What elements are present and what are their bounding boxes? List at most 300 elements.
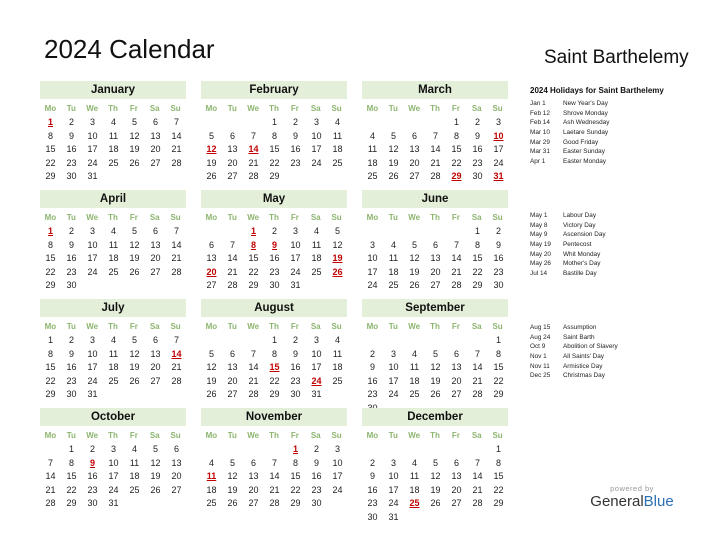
day-cell[interactable]: 5 [208, 130, 214, 141]
day-cell[interactable]: 4 [369, 130, 375, 141]
day-cell[interactable]: 3 [110, 444, 116, 454]
day-cell[interactable]: 15 [472, 253, 483, 263]
holiday-day-cell[interactable]: 24 [311, 375, 322, 386]
day-cell[interactable]: 13 [150, 130, 161, 141]
day-cell[interactable]: 21 [451, 266, 462, 277]
day-cell[interactable]: 6 [411, 130, 417, 141]
day-cell[interactable]: 2 [369, 348, 375, 359]
day-cell[interactable]: 4 [110, 226, 116, 236]
day-cell[interactable]: 22 [493, 375, 504, 386]
day-cell[interactable]: 10 [311, 348, 322, 359]
day-cell[interactable]: 20 [248, 484, 259, 495]
day-cell[interactable]: 28 [248, 389, 259, 399]
day-cell[interactable]: 4 [334, 117, 340, 127]
day-cell[interactable]: 20 [150, 362, 161, 372]
day-cell[interactable]: 21 [248, 375, 259, 386]
day-cell[interactable]: 25 [108, 266, 119, 277]
day-cell[interactable]: 25 [332, 157, 343, 168]
day-cell[interactable]: 18 [332, 144, 343, 154]
day-cell[interactable]: 2 [271, 226, 277, 236]
day-cell[interactable]: 26 [129, 375, 140, 386]
day-cell[interactable]: 19 [409, 266, 420, 277]
day-cell[interactable]: 16 [66, 362, 77, 372]
day-cell[interactable]: 17 [87, 362, 98, 372]
day-cell[interactable]: 22 [45, 157, 56, 168]
day-cell[interactable]: 13 [248, 471, 259, 481]
day-cell[interactable]: 1 [495, 335, 501, 345]
day-cell[interactable]: 19 [129, 362, 140, 372]
day-cell[interactable]: 18 [409, 375, 420, 386]
day-cell[interactable]: 18 [206, 484, 217, 495]
day-cell[interactable]: 11 [311, 239, 322, 250]
day-cell[interactable]: 24 [87, 157, 98, 168]
day-cell[interactable]: 12 [129, 130, 140, 141]
day-cell[interactable]: 19 [430, 484, 441, 495]
day-cell[interactable]: 31 [87, 389, 98, 399]
day-cell[interactable]: 5 [208, 348, 214, 359]
day-cell[interactable]: 22 [45, 266, 56, 277]
day-cell[interactable]: 13 [171, 457, 182, 468]
day-cell[interactable]: 5 [334, 226, 340, 236]
day-cell[interactable]: 12 [409, 253, 420, 263]
day-cell[interactable]: 22 [45, 375, 56, 386]
day-cell[interactable]: 7 [453, 239, 459, 250]
day-cell[interactable]: 23 [493, 266, 504, 277]
day-cell[interactable]: 30 [66, 280, 77, 290]
day-cell[interactable]: 11 [108, 130, 119, 141]
day-cell[interactable]: 8 [47, 348, 53, 359]
day-cell[interactable]: 15 [45, 362, 56, 372]
day-cell[interactable]: 16 [87, 471, 98, 481]
day-cell[interactable]: 12 [206, 362, 217, 372]
day-cell[interactable]: 6 [229, 130, 235, 141]
day-cell[interactable]: 9 [68, 239, 74, 250]
day-cell[interactable]: 8 [68, 457, 74, 468]
day-cell[interactable]: 13 [150, 239, 161, 250]
day-cell[interactable]: 7 [474, 457, 480, 468]
day-cell[interactable]: 15 [66, 471, 77, 481]
day-cell[interactable]: 20 [409, 157, 420, 168]
day-cell[interactable]: 21 [430, 157, 441, 168]
day-cell[interactable]: 30 [311, 498, 322, 508]
day-cell[interactable]: 2 [68, 117, 74, 127]
day-cell[interactable]: 28 [472, 389, 483, 399]
day-cell[interactable]: 26 [227, 498, 238, 508]
day-cell[interactable]: 24 [493, 157, 504, 168]
day-cell[interactable]: 18 [409, 484, 420, 495]
day-cell[interactable]: 27 [227, 389, 238, 399]
day-cell[interactable]: 6 [173, 444, 179, 454]
day-cell[interactable]: 12 [129, 348, 140, 359]
day-cell[interactable]: 19 [430, 375, 441, 386]
day-cell[interactable]: 15 [269, 144, 280, 154]
brand-logo[interactable] [590, 484, 674, 511]
holiday-day-cell[interactable]: 12 [206, 144, 217, 154]
day-cell[interactable]: 4 [110, 117, 116, 127]
day-cell[interactable]: 28 [171, 266, 182, 277]
day-cell[interactable]: 6 [250, 457, 256, 468]
day-cell[interactable]: 17 [290, 253, 301, 263]
day-cell[interactable]: 10 [108, 457, 119, 468]
day-cell[interactable]: 15 [290, 471, 301, 481]
day-cell[interactable]: 5 [152, 444, 158, 454]
day-cell[interactable]: 8 [474, 239, 480, 250]
holiday-day-cell[interactable]: 1 [250, 226, 256, 236]
holiday-day-cell[interactable]: 9 [271, 239, 277, 250]
day-cell[interactable]: 23 [66, 266, 77, 277]
day-cell[interactable]: 28 [45, 498, 56, 508]
day-cell[interactable]: 25 [367, 171, 378, 181]
holiday-day-cell[interactable]: 29 [451, 171, 462, 181]
day-cell[interactable]: 6 [152, 226, 158, 236]
day-cell[interactable]: 29 [269, 171, 280, 181]
day-cell[interactable]: 14 [430, 144, 441, 154]
day-cell[interactable]: 26 [129, 266, 140, 277]
day-cell[interactable]: 30 [269, 280, 280, 290]
day-cell[interactable]: 11 [129, 457, 140, 468]
day-cell[interactable]: 24 [388, 498, 399, 508]
day-cell[interactable]: 9 [292, 348, 298, 359]
day-cell[interactable]: 21 [472, 484, 483, 495]
day-cell[interactable]: 14 [227, 253, 238, 263]
day-cell[interactable]: 15 [493, 471, 504, 481]
day-cell[interactable]: 21 [171, 144, 182, 154]
day-cell[interactable]: 20 [451, 375, 462, 386]
day-cell[interactable]: 29 [45, 171, 56, 181]
holiday-day-cell[interactable]: 20 [206, 266, 217, 277]
day-cell[interactable]: 11 [367, 144, 378, 154]
day-cell[interactable]: 19 [150, 471, 161, 481]
day-cell[interactable]: 8 [292, 457, 298, 468]
day-cell[interactable]: 23 [367, 498, 378, 508]
day-cell[interactable]: 7 [47, 457, 53, 468]
day-cell[interactable]: 12 [332, 239, 343, 250]
holiday-day-cell[interactable]: 1 [47, 226, 53, 236]
day-cell[interactable]: 3 [89, 226, 95, 236]
day-cell[interactable]: 14 [248, 362, 259, 372]
day-cell[interactable]: 1 [271, 335, 277, 345]
day-cell[interactable]: 3 [89, 335, 95, 345]
day-cell[interactable]: 8 [271, 348, 277, 359]
day-cell[interactable]: 7 [271, 457, 277, 468]
day-cell[interactable]: 2 [68, 226, 74, 236]
day-cell[interactable]: 21 [45, 484, 56, 495]
day-cell[interactable]: 5 [131, 117, 137, 127]
day-cell[interactable]: 31 [108, 498, 119, 508]
day-cell[interactable]: 15 [248, 253, 259, 263]
day-cell[interactable]: 12 [150, 457, 161, 468]
day-cell[interactable]: 3 [89, 117, 95, 127]
day-cell[interactable]: 27 [150, 157, 161, 168]
day-cell[interactable]: 10 [388, 362, 399, 372]
day-cell[interactable]: 27 [150, 375, 161, 386]
day-cell[interactable]: 17 [87, 144, 98, 154]
day-cell[interactable]: 3 [334, 444, 340, 454]
day-cell[interactable]: 25 [332, 375, 343, 386]
day-cell[interactable]: 10 [367, 253, 378, 263]
day-cell[interactable]: 17 [311, 144, 322, 154]
day-cell[interactable]: 30 [66, 389, 77, 399]
holiday-day-cell[interactable]: 14 [171, 348, 182, 359]
day-cell[interactable]: 5 [229, 457, 235, 468]
day-cell[interactable]: 14 [171, 130, 182, 141]
day-cell[interactable]: 23 [311, 484, 322, 495]
day-cell[interactable]: 13 [451, 362, 462, 372]
day-cell[interactable]: 6 [152, 335, 158, 345]
day-cell[interactable]: 11 [388, 253, 399, 263]
day-cell[interactable]: 2 [89, 444, 95, 454]
day-cell[interactable]: 4 [411, 457, 417, 468]
day-cell[interactable]: 16 [311, 471, 322, 481]
day-cell[interactable]: 17 [388, 484, 399, 495]
day-cell[interactable]: 13 [430, 253, 441, 263]
day-cell[interactable]: 17 [108, 471, 119, 481]
day-cell[interactable]: 17 [311, 362, 322, 372]
day-cell[interactable]: 22 [451, 157, 462, 168]
day-cell[interactable]: 21 [171, 362, 182, 372]
day-cell[interactable]: 3 [313, 117, 319, 127]
day-cell[interactable]: 25 [129, 484, 140, 495]
day-cell[interactable]: 21 [248, 157, 259, 168]
day-cell[interactable]: 20 [150, 253, 161, 263]
day-cell[interactable]: 7 [173, 117, 179, 127]
day-cell[interactable]: 16 [367, 375, 378, 386]
day-cell[interactable]: 1 [47, 335, 53, 345]
day-cell[interactable]: 23 [269, 266, 280, 277]
day-cell[interactable]: 15 [451, 144, 462, 154]
day-cell[interactable]: 21 [269, 484, 280, 495]
day-cell[interactable]: 26 [430, 498, 441, 508]
day-cell[interactable]: 24 [388, 389, 399, 399]
day-cell[interactable]: 16 [493, 253, 504, 263]
day-cell[interactable]: 6 [152, 117, 158, 127]
day-cell[interactable]: 3 [390, 348, 396, 359]
day-cell[interactable]: 22 [493, 484, 504, 495]
day-cell[interactable]: 5 [131, 335, 137, 345]
day-cell[interactable]: 2 [369, 457, 375, 468]
day-cell[interactable]: 24 [311, 157, 322, 168]
day-cell[interactable]: 17 [388, 375, 399, 386]
day-cell[interactable]: 8 [495, 348, 501, 359]
day-cell[interactable]: 14 [472, 471, 483, 481]
day-cell[interactable]: 3 [313, 335, 319, 345]
day-cell[interactable]: 14 [269, 471, 280, 481]
day-cell[interactable]: 16 [269, 253, 280, 263]
day-cell[interactable]: 11 [108, 348, 119, 359]
day-cell[interactable]: 29 [66, 498, 77, 508]
day-cell[interactable]: 6 [453, 457, 459, 468]
day-cell[interactable]: 27 [409, 171, 420, 181]
day-cell[interactable]: 6 [453, 348, 459, 359]
day-cell[interactable]: 18 [108, 362, 119, 372]
day-cell[interactable]: 9 [313, 457, 319, 468]
day-cell[interactable]: 23 [87, 484, 98, 495]
day-cell[interactable]: 2 [292, 335, 298, 345]
day-cell[interactable]: 9 [68, 348, 74, 359]
day-cell[interactable]: 28 [171, 375, 182, 386]
day-cell[interactable]: 12 [430, 362, 441, 372]
day-cell[interactable]: 1 [453, 117, 459, 127]
day-cell[interactable]: 13 [227, 144, 238, 154]
day-cell[interactable]: 16 [472, 144, 483, 154]
holiday-day-cell[interactable]: 26 [332, 266, 343, 277]
day-cell[interactable]: 27 [430, 280, 441, 290]
day-cell[interactable]: 30 [493, 280, 504, 290]
day-cell[interactable]: 10 [332, 457, 343, 468]
day-cell[interactable]: 17 [87, 253, 98, 263]
holiday-day-cell[interactable]: 1 [292, 444, 298, 454]
day-cell[interactable]: 2 [313, 444, 319, 454]
holiday-day-cell[interactable]: 15 [269, 362, 280, 372]
day-cell[interactable]: 28 [472, 498, 483, 508]
day-cell[interactable]: 19 [129, 253, 140, 263]
day-cell[interactable]: 17 [332, 471, 343, 481]
day-cell[interactable]: 18 [129, 471, 140, 481]
day-cell[interactable]: 2 [474, 117, 480, 127]
day-cell[interactable]: 27 [171, 484, 182, 495]
day-cell[interactable]: 25 [409, 389, 420, 399]
day-cell[interactable]: 10 [87, 348, 98, 359]
day-cell[interactable]: 25 [206, 498, 217, 508]
holiday-day-cell[interactable]: 9 [89, 457, 95, 468]
day-cell[interactable]: 8 [453, 130, 459, 141]
day-cell[interactable]: 21 [472, 375, 483, 386]
day-cell[interactable]: 16 [367, 484, 378, 495]
day-cell[interactable]: 29 [248, 280, 259, 290]
day-cell[interactable]: 14 [472, 362, 483, 372]
day-cell[interactable]: 1 [68, 444, 74, 454]
day-cell[interactable]: 7 [432, 130, 438, 141]
day-cell[interactable]: 12 [227, 471, 238, 481]
day-cell[interactable]: 2 [68, 335, 74, 345]
day-cell[interactable]: 13 [206, 253, 217, 263]
day-cell[interactable]: 7 [250, 348, 256, 359]
day-cell[interactable]: 16 [290, 362, 301, 372]
day-cell[interactable]: 29 [493, 498, 504, 508]
day-cell[interactable]: 24 [367, 280, 378, 290]
day-cell[interactable]: 29 [269, 389, 280, 399]
day-cell[interactable]: 7 [173, 226, 179, 236]
holiday-day-cell[interactable]: 8 [250, 239, 256, 250]
day-cell[interactable]: 22 [290, 484, 301, 495]
day-cell[interactable]: 28 [227, 280, 238, 290]
day-cell[interactable]: 8 [47, 239, 53, 250]
day-cell[interactable]: 19 [227, 484, 238, 495]
day-cell[interactable]: 18 [367, 157, 378, 168]
day-cell[interactable]: 2 [495, 226, 501, 236]
day-cell[interactable]: 5 [432, 457, 438, 468]
day-cell[interactable]: 8 [47, 130, 53, 141]
day-cell[interactable]: 26 [206, 171, 217, 181]
day-cell[interactable]: 5 [432, 348, 438, 359]
day-cell[interactable]: 16 [290, 144, 301, 154]
day-cell[interactable]: 7 [474, 348, 480, 359]
day-cell[interactable]: 22 [248, 266, 259, 277]
day-cell[interactable]: 21 [227, 266, 238, 277]
day-cell[interactable]: 5 [131, 226, 137, 236]
day-cell[interactable]: 20 [451, 484, 462, 495]
day-cell[interactable]: 7 [173, 335, 179, 345]
day-cell[interactable]: 4 [131, 444, 137, 454]
day-cell[interactable]: 6 [432, 239, 438, 250]
day-cell[interactable]: 19 [206, 375, 217, 386]
day-cell[interactable]: 6 [229, 348, 235, 359]
day-cell[interactable]: 20 [227, 157, 238, 168]
day-cell[interactable]: 25 [388, 280, 399, 290]
day-cell[interactable]: 24 [87, 375, 98, 386]
day-cell[interactable]: 13 [451, 471, 462, 481]
day-cell[interactable]: 17 [367, 266, 378, 277]
day-cell[interactable]: 19 [129, 144, 140, 154]
day-cell[interactable]: 18 [332, 362, 343, 372]
day-cell[interactable]: 27 [227, 171, 238, 181]
day-cell[interactable]: 30 [87, 498, 98, 508]
day-cell[interactable]: 9 [68, 130, 74, 141]
day-cell[interactable]: 31 [290, 280, 301, 290]
day-cell[interactable]: 14 [45, 471, 56, 481]
holiday-day-cell[interactable]: 1 [47, 117, 53, 127]
day-cell[interactable]: 18 [388, 266, 399, 277]
day-cell[interactable]: 4 [334, 335, 340, 345]
day-cell[interactable]: 25 [311, 266, 322, 277]
day-cell[interactable]: 25 [108, 375, 119, 386]
day-cell[interactable]: 26 [150, 484, 161, 495]
day-cell[interactable]: 9 [495, 239, 501, 250]
day-cell[interactable]: 13 [150, 348, 161, 359]
day-cell[interactable]: 4 [208, 457, 214, 468]
day-cell[interactable]: 4 [390, 239, 396, 250]
day-cell[interactable]: 6 [208, 239, 214, 250]
day-cell[interactable]: 16 [66, 144, 77, 154]
day-cell[interactable]: 10 [311, 130, 322, 141]
day-cell[interactable]: 12 [430, 471, 441, 481]
day-cell[interactable]: 1 [271, 117, 277, 127]
day-cell[interactable]: 7 [229, 239, 235, 250]
day-cell[interactable]: 15 [45, 144, 56, 154]
day-cell[interactable]: 19 [388, 157, 399, 168]
day-cell[interactable]: 23 [66, 157, 77, 168]
day-cell[interactable]: 22 [269, 375, 280, 386]
day-cell[interactable]: 20 [430, 266, 441, 277]
day-cell[interactable]: 22 [66, 484, 77, 495]
day-cell[interactable]: 24 [332, 484, 343, 495]
day-cell[interactable]: 27 [150, 266, 161, 277]
day-cell[interactable]: 10 [290, 239, 301, 250]
day-cell[interactable]: 31 [388, 511, 399, 522]
day-cell[interactable]: 1 [474, 226, 480, 236]
day-cell[interactable]: 18 [108, 144, 119, 154]
day-cell[interactable]: 14 [171, 239, 182, 250]
holiday-day-cell[interactable]: 11 [206, 471, 217, 481]
day-cell[interactable]: 23 [290, 375, 301, 386]
day-cell[interactable]: 14 [451, 253, 462, 263]
day-cell[interactable]: 10 [87, 239, 98, 250]
holiday-day-cell[interactable]: 31 [493, 171, 504, 181]
day-cell[interactable]: 20 [171, 471, 182, 481]
day-cell[interactable]: 27 [206, 280, 217, 290]
day-cell[interactable]: 12 [129, 239, 140, 250]
day-cell[interactable]: 22 [472, 266, 483, 277]
day-cell[interactable]: 26 [206, 389, 217, 399]
day-cell[interactable]: 9 [292, 130, 298, 141]
holiday-day-cell[interactable]: 10 [493, 130, 504, 141]
day-cell[interactable]: 30 [472, 171, 483, 181]
day-cell[interactable]: 23 [472, 157, 483, 168]
day-cell[interactable]: 28 [451, 280, 462, 290]
holiday-day-cell[interactable]: 25 [409, 498, 420, 508]
day-cell[interactable]: 8 [271, 130, 277, 141]
day-cell[interactable]: 27 [248, 498, 259, 508]
